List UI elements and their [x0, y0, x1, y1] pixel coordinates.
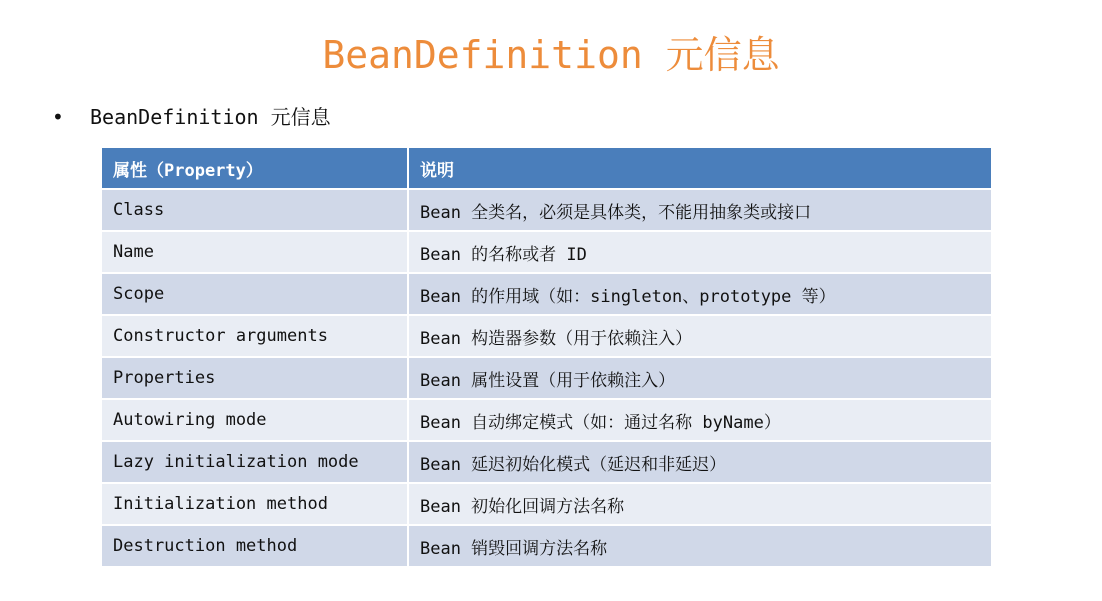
cell-property: Name [102, 231, 408, 273]
table-header-row [102, 148, 991, 189]
table-row [102, 399, 991, 441]
table-row [102, 231, 991, 273]
table-row [102, 315, 991, 357]
table-row [102, 483, 991, 525]
cell-description: Bean 自动绑定模式（如：通过名称 byName） [408, 399, 991, 441]
cell-description: Bean 全类名，必须是具体类，不能用抽象类或接口 [408, 189, 991, 231]
cell-description: Bean 属性设置（用于依赖注入） [408, 357, 991, 399]
table-row [102, 525, 991, 566]
bullet-dot-icon: • [52, 105, 64, 129]
cell-property: Constructor arguments [102, 315, 408, 357]
cell-description: Bean 的名称或者 ID [408, 231, 991, 273]
table-row [102, 189, 991, 231]
cell-property: Properties [102, 357, 408, 399]
cell-property: Initialization method [102, 483, 408, 525]
cell-property: Lazy initialization mode [102, 441, 408, 483]
bullet-text: BeanDefinition 元信息 [90, 105, 331, 129]
cell-description: Bean 初始化回调方法名称 [408, 483, 991, 525]
cell-description: Bean 构造器参数（用于依赖注入） [408, 315, 991, 357]
header-description: 说明 [408, 148, 991, 189]
bullet-item [52, 101, 331, 133]
bean-definition-table [102, 148, 991, 566]
table-row [102, 273, 991, 315]
cell-description: Bean 销毁回调方法名称 [408, 525, 991, 566]
cell-description: Bean 的作用域（如：singleton、prototype 等） [408, 273, 991, 315]
header-property: 属性（Property） [102, 148, 408, 189]
cell-property: Destruction method [102, 525, 408, 566]
cell-property: Class [102, 189, 408, 231]
cell-property: Autowiring mode [102, 399, 408, 441]
cell-property: Scope [102, 273, 408, 315]
cell-description: Bean 延迟初始化模式（延迟和非延迟） [408, 441, 991, 483]
table-row [102, 357, 991, 399]
table-row [102, 441, 991, 483]
slide-title: BeanDefinition 元信息 [322, 33, 780, 77]
